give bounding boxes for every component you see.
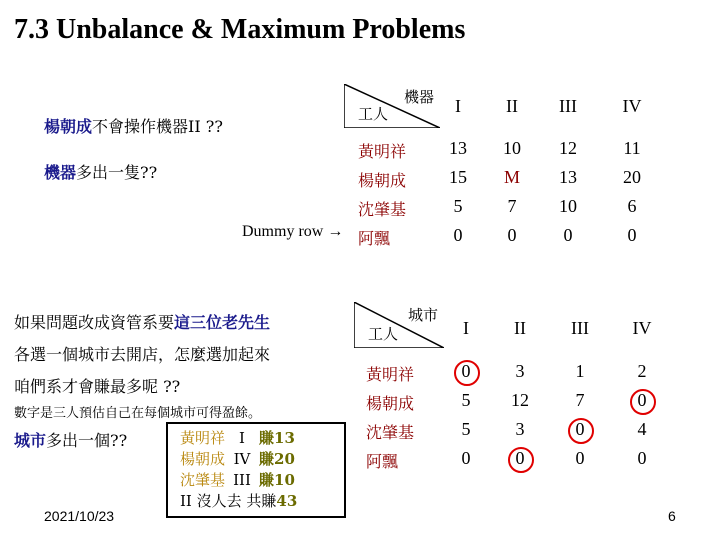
result-worker: 沈肇基 (180, 471, 226, 489)
machine-highlight: 機器 (44, 163, 77, 182)
column-header: III (559, 96, 577, 116)
page-number: 6 (668, 508, 676, 524)
table-cell: 5 (461, 390, 471, 410)
corner-bottom-label: 工人 (368, 325, 399, 343)
table-cell: 11 (623, 138, 641, 158)
table-cell: 0 (507, 225, 517, 245)
city-note-text: 多出一個?? (46, 431, 128, 450)
row-label: 阿飄 (366, 452, 399, 471)
row-label: 沈肇基 (366, 423, 415, 442)
column-header: IV (622, 96, 642, 116)
table-cell: 2 (637, 361, 647, 381)
table-cell: 13 (559, 167, 577, 187)
result-earning: 賺20 (259, 450, 295, 468)
table-cell: 0 (563, 225, 573, 245)
table-cell: 5 (453, 196, 463, 216)
table-cell: 10 (503, 138, 521, 158)
table1-corner (344, 84, 440, 128)
table-cell: 0 (515, 448, 525, 468)
table-cell: 0 (461, 448, 471, 468)
table-cell: 7 (507, 196, 517, 216)
column-header: II (506, 96, 518, 116)
table-cell: 4 (637, 419, 647, 439)
result-city: I (239, 429, 245, 447)
table-cell: 0 (453, 225, 463, 245)
worker-name-highlight: 楊朝成 (44, 117, 93, 136)
row-label: 沈肇基 (358, 200, 407, 219)
result-total-text: II 沒人去 共賺 (180, 492, 277, 510)
note-text: 不會操作機器II ?? (92, 117, 223, 136)
result-total-line (180, 491, 336, 512)
city-highlight: 城市 (14, 431, 47, 450)
note-line-2 (44, 160, 157, 183)
row-label: 黃明祥 (366, 365, 415, 384)
column-header: I (455, 96, 461, 116)
column-header: IV (632, 318, 652, 338)
corner-bottom-label: 工人 (358, 105, 389, 123)
corner-top-label: 機器 (403, 88, 434, 106)
slide-title: 7.3 Unbalance & Maximum Problems (14, 14, 466, 45)
note-text: 多出一隻?? (76, 163, 158, 182)
assignment-circle (508, 447, 534, 473)
question-line-1 (14, 310, 270, 333)
result-line (180, 449, 336, 470)
table-cell: 3 (515, 361, 525, 381)
column-header: III (571, 318, 589, 338)
result-line (180, 428, 336, 449)
table-cell: 0 (627, 225, 637, 245)
column-header: II (514, 318, 526, 338)
result-earning: 賺10 (259, 471, 295, 489)
result-city: III (233, 471, 251, 489)
table2-corner (354, 302, 444, 348)
slide-date: 2021/10/23 (44, 508, 115, 524)
question-text: 如果問題改成資管系要 (14, 313, 175, 332)
result-worker: 黃明祥 (180, 429, 226, 447)
result-city: IV (233, 450, 251, 468)
result-box (166, 422, 346, 518)
assignment-circle (454, 360, 480, 386)
result-total-value: 43 (276, 492, 298, 510)
table-cell: 12 (511, 390, 529, 410)
result-lines (180, 428, 336, 491)
table-cell: 3 (515, 419, 525, 439)
result-line (180, 470, 336, 491)
table-cell: 0 (637, 448, 647, 468)
table-cell: 10 (559, 196, 577, 216)
column-header: I (463, 318, 469, 338)
table-cell: 5 (461, 419, 471, 439)
table-cell: 13 (449, 138, 467, 158)
question-line-3: 咱們系才會賺最多呢 ?? (14, 377, 181, 396)
table-cell: 12 (559, 138, 577, 158)
city-note (14, 428, 127, 451)
table-cell: 0 (461, 361, 471, 381)
row-label: 黃明祥 (358, 142, 407, 161)
table-cell: 1 (575, 361, 585, 381)
row-label: 楊朝成 (366, 394, 415, 413)
three-professors-highlight: 這三位老先生 (174, 313, 271, 332)
assignment-circle (630, 389, 656, 415)
table-cell: 20 (623, 167, 641, 187)
assignment-circle (568, 418, 594, 444)
table-cell: 6 (627, 196, 637, 216)
table-cell: 0 (575, 419, 585, 439)
small-note: 數字是三人預估自己在每個城市可得盈餘。 (14, 406, 262, 421)
result-earning: 賺13 (259, 429, 295, 447)
row-label: 楊朝成 (358, 171, 407, 190)
table-cell: 0 (575, 448, 585, 468)
question-line-2: 各選一個城市去開店，怎麼選加起來 (14, 345, 271, 364)
corner-top-label: 城市 (407, 306, 438, 324)
table-cell: 0 (637, 390, 647, 410)
table-cell: 15 (449, 167, 467, 187)
table-cell: M (503, 167, 520, 187)
note-line-1 (44, 114, 223, 137)
dummy-row-label: Dummy row → (242, 223, 344, 240)
table-cell: 7 (575, 390, 585, 410)
result-worker: 楊朝成 (180, 450, 226, 468)
row-label: 阿飄 (358, 229, 391, 248)
